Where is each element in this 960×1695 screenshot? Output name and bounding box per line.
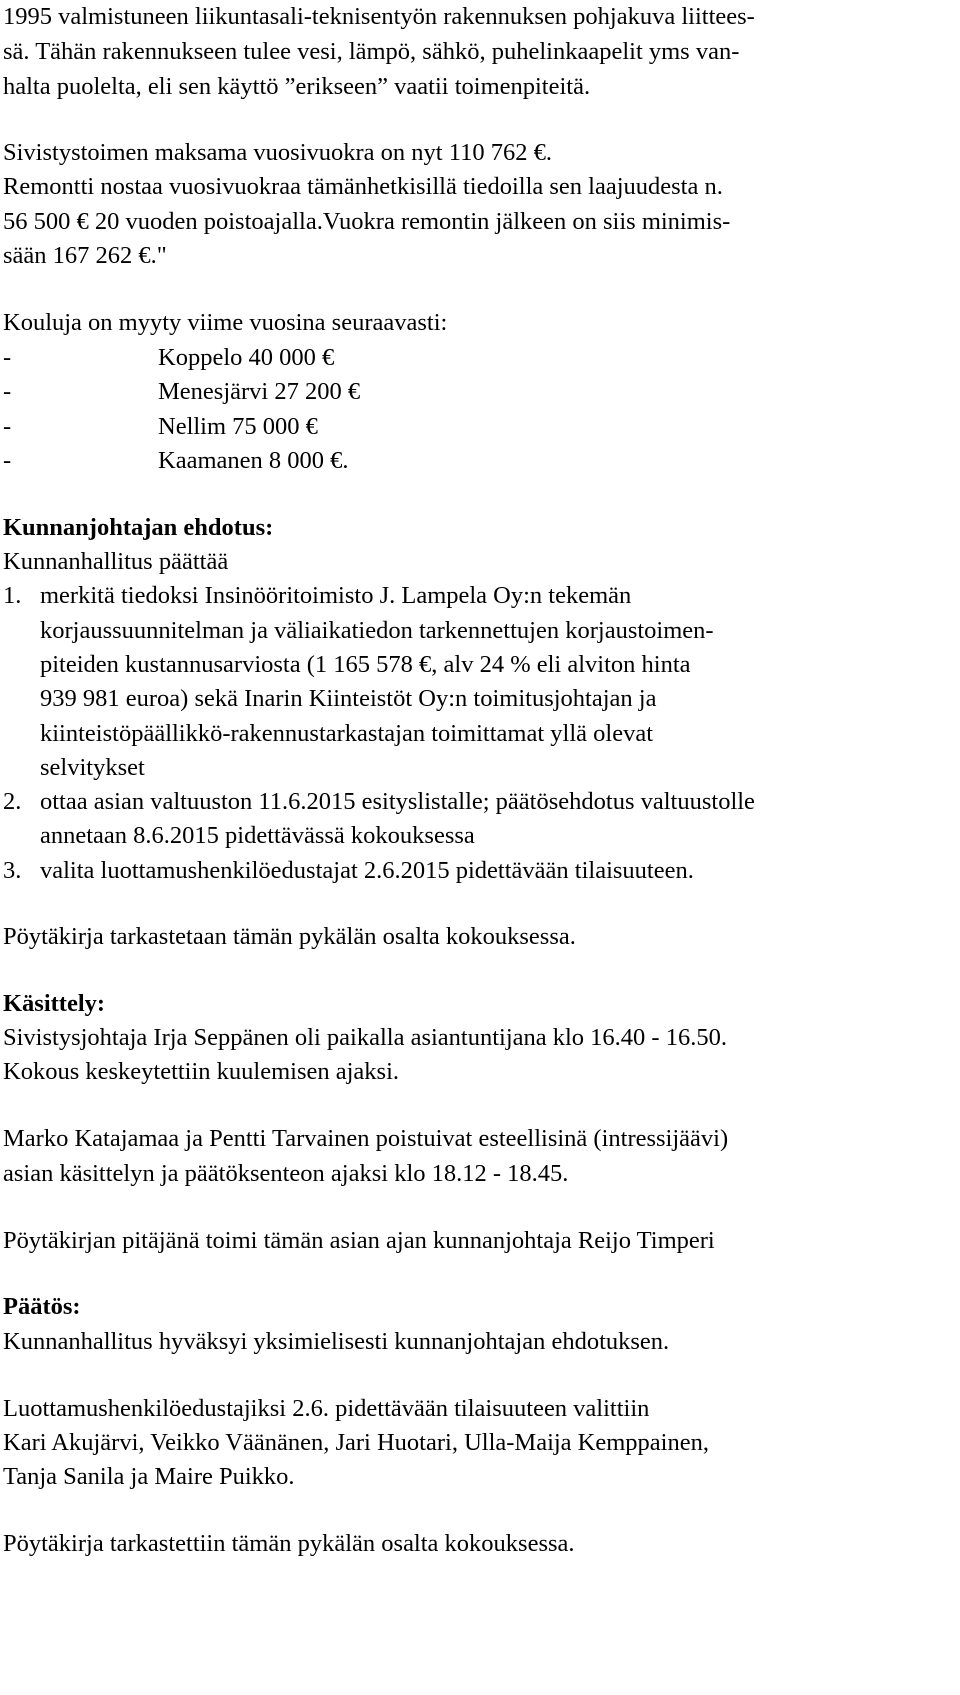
item-text: 939 981 euroa) sekä Inarin Kiinteistöt Oy:n toimitusjohtajan ja: [40, 685, 657, 712]
school-list-item: [3, 412, 603, 442]
item-text: annetaan 8.6.2015 pidettävässä kokouksessa: [40, 822, 475, 849]
schools-intro: Kouluja on myyty viime vuosina seuraavasti:: [3, 309, 448, 336]
item-number: 1.: [3, 582, 22, 609]
rent-line: Remontti nostaa vuosivuokraa tämänhetkisillä tiedoilla sen laajuudesta n.: [3, 173, 723, 200]
school-sale: Menesjärvi 27 200 €: [158, 378, 361, 405]
delegates-line: Tanja Sanila ja Maire Puikko.: [3, 1463, 295, 1490]
proposal-item: [3, 787, 953, 817]
delegates-line: Kari Akujärvi, Veikko Väänänen, Jari Huotari, Ulla-Maija Kemppainen,: [3, 1429, 709, 1456]
intro-line: halta puolelta, eli sen käyttö ”erikseen” vaatii toimenpiteitä.: [3, 73, 591, 100]
rent-line: Sivistystoimen maksama vuosivuokra on nyt 110 762 €.: [3, 139, 552, 166]
list-dash: -: [3, 413, 12, 440]
item-number: 3.: [3, 857, 22, 884]
item-text: selvitykset: [40, 754, 145, 781]
intro-line: 1995 valmistuneen liikuntasali-teknisentyön rakennuksen pohjakuva liittees-: [3, 3, 755, 30]
proposal-heading: Kunnanjohtajan ehdotus:: [3, 514, 274, 541]
item-text: kiinteistöpäällikkö-rakennustarkastajan toimittamat yllä olevat: [40, 720, 654, 747]
proposal-item: [3, 856, 953, 886]
rent-line: 56 500 € 20 vuoden poistoajalla.Vuokra remontin jälkeen on siis minimis-: [3, 208, 731, 235]
school-sale: Kaamanen 8 000 €.: [158, 447, 349, 474]
item-text: merkitä tiedoksi Insinööritoimisto J. Lampela Oy:n tekemän: [40, 582, 632, 609]
school-sale: Nellim 75 000 €: [158, 413, 318, 440]
rent-line: sään 167 262 €.": [3, 242, 167, 269]
item-text: piteiden kustannusarviosta (1 165 578 €, alv 24 % eli alviton hinta: [40, 651, 691, 678]
item-text: korjaussuunnitelman ja väliaikatiedon tarkennettujen korjaustoimen-: [40, 617, 714, 644]
school-list-item: [3, 377, 603, 407]
handling-line: Kokous keskeytettiin kuulemisen ajaksi.: [3, 1058, 400, 1085]
item-text: ottaa asian valtuuston 11.6.2015 esityslistalle; päätösehdotus valtuustolle: [40, 788, 755, 815]
school-list-item: [3, 343, 603, 373]
recusal-line: asian käsittelyn ja päätöksenteon ajaksi klo 18.12 - 18.45.: [3, 1160, 569, 1187]
proposal-item: [3, 581, 953, 611]
item-number: 2.: [3, 788, 22, 815]
list-dash: -: [3, 378, 12, 405]
secretary-line: Pöytäkirjan pitäjänä toimi tämän asian ajan kunnanjohtaja Reijo Timperi: [3, 1227, 715, 1254]
school-list-item: [3, 446, 603, 476]
item-text: valita luottamushenkilöedustajat 2.6.2015 pidettävään tilaisuuteen.: [40, 857, 694, 884]
intro-line: sä. Tähän rakennukseen tulee vesi, lämpö, sähkö, puhelinkaapelit yms van-: [3, 38, 740, 65]
minutes-check-line: Pöytäkirja tarkastetaan tämän pykälän osalta kokouksessa.: [3, 923, 576, 950]
handling-heading: Käsittely:: [3, 990, 106, 1017]
school-sale: Koppelo 40 000 €: [158, 344, 335, 371]
minutes-check-line: Pöytäkirja tarkastettiin tämän pykälän osalta kokouksessa.: [3, 1530, 575, 1557]
list-dash: -: [3, 344, 12, 371]
decision-heading: Päätös:: [3, 1293, 81, 1320]
list-dash: -: [3, 447, 12, 474]
proposal-intro: Kunnanhallitus päättää: [3, 548, 229, 575]
decision-line: Kunnanhallitus hyväksyi yksimielisesti kunnanjohtajan ehdotuksen.: [3, 1328, 670, 1355]
handling-line: Sivistysjohtaja Irja Seppänen oli paikalla asiantuntijana klo 16.40 - 16.50.: [3, 1024, 727, 1051]
recusal-line: Marko Katajamaa ja Pentti Tarvainen poistuivat esteellisinä (intressijäävi): [3, 1125, 729, 1152]
delegates-line: Luottamushenkilöedustajiksi 2.6. pidettävään tilaisuuteen valittiin: [3, 1395, 650, 1422]
